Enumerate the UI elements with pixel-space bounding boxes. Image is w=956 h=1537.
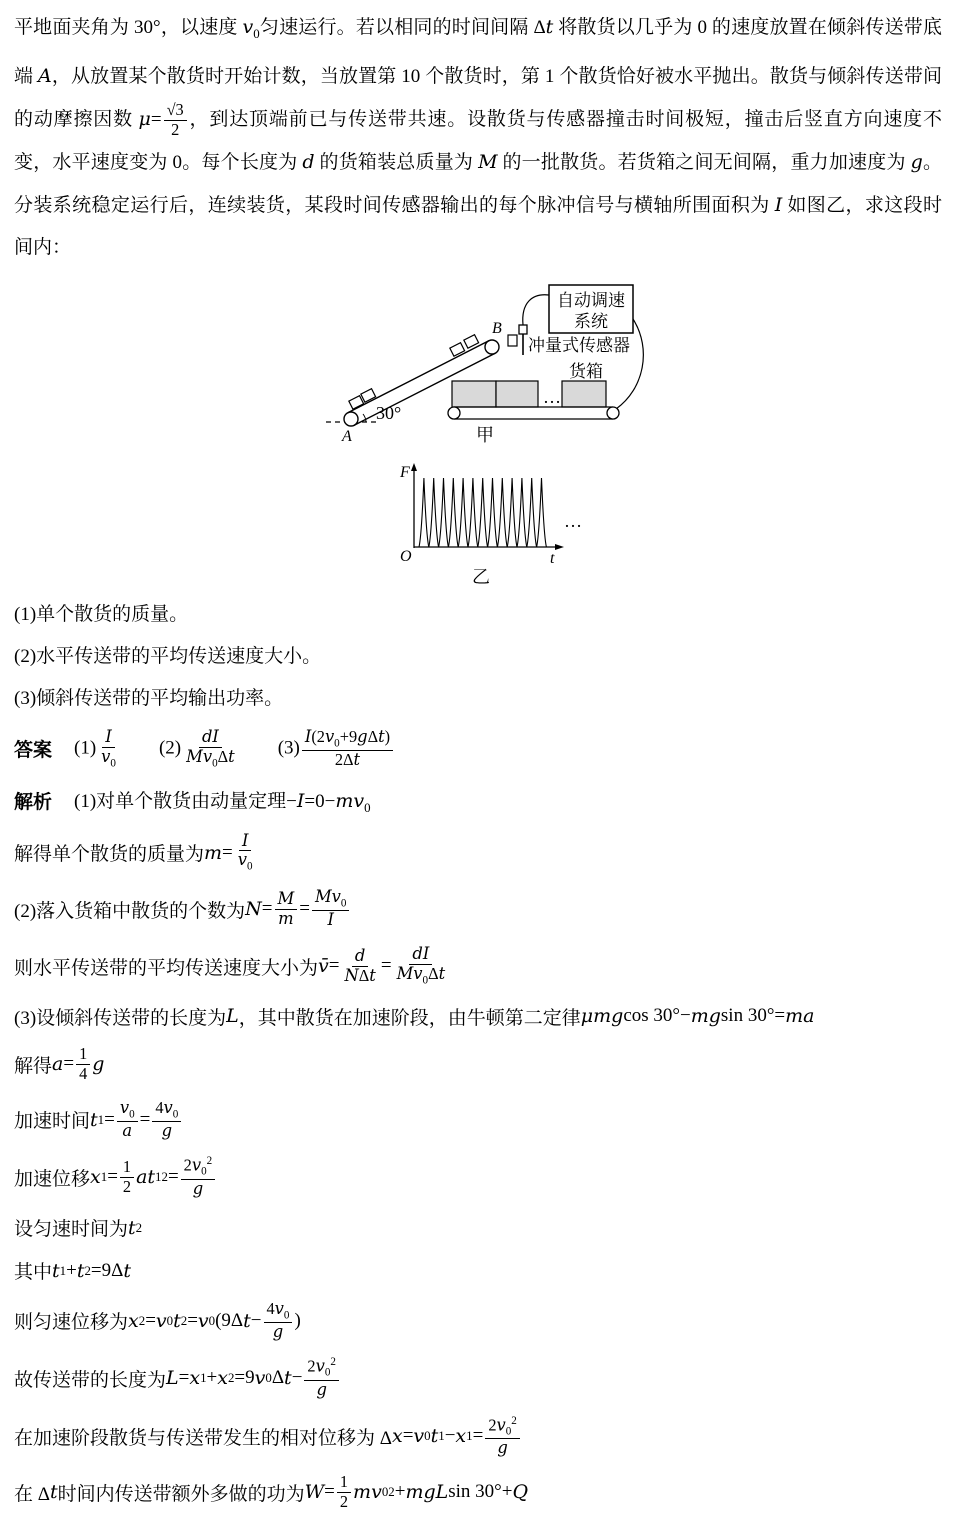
pulse-spike — [478, 478, 488, 547]
analysis-line: 则匀速位移为 x 2 = v 0 t 2 = v 0 (9Δ t − $\frac{4v_0}{g}$ ) — [14, 1298, 301, 1341]
figure-jia-diagram — [314, 279, 674, 451]
analysis-line: 解得单个散货的质量为 m = $\frac{I}{v_0}$ — [14, 830, 253, 873]
analysis-first-row — [14, 786, 942, 816]
point-b-label: B — [492, 319, 502, 337]
cargo-dots: … — [543, 386, 561, 407]
cargo-box-label: 货箱 — [569, 361, 603, 381]
graph-dots: … — [564, 510, 582, 531]
horizontal-pulley-left — [448, 407, 460, 419]
cargo-box-2 — [496, 381, 538, 407]
figure-yi-graph — [392, 461, 592, 586]
question-1: (1)单个散货的质量。 — [14, 603, 189, 625]
pulse-spike — [488, 478, 498, 547]
analysis-line: (3)设倾斜传送带的长度为 L ，其中散货在加速阶段，由牛顿第二定律 μmg cos 30°− mg sin 30°= ma — [14, 1005, 815, 1029]
y-axis-label: F — [400, 463, 410, 481]
angle-label: 30° — [376, 402, 402, 423]
analysis-line: 在加速阶段散货与传送带发生的相对位移为 Δ x = v 0 t 1 − x 1 = $\frac{2v_0^2}{g}$ — [14, 1415, 942, 1458]
cargo-box-1 — [452, 381, 496, 407]
figure-jia-caption: 甲 — [476, 424, 494, 445]
pulse-spike — [458, 478, 468, 547]
analysis-line: (2)落入货箱中散货的个数为 N = $\frac{M}{m}$ = $\frac{Mv_0}{I}$ — [14, 888, 942, 930]
sensor-label: 冲量式传感器 — [528, 335, 630, 355]
x-axis-label: t — [550, 549, 555, 567]
speed-control-label-line1: 自动调速 — [557, 290, 625, 310]
x-axis-arrow — [555, 544, 564, 550]
package-1 — [349, 396, 364, 409]
answer-label: 答案 — [14, 740, 53, 762]
falling-parcel — [508, 335, 517, 346]
pulse-spike — [507, 478, 517, 547]
intro-paragraph: 平地面夹角为 30°，以速度 $v_0$匀速运行。若以相同的时间间隔 Δt 将散货以几乎为 0 的速度放置在倾斜传送带底端 A，从放置某个散货时开始计数，当放置第 10 个散货时，第 1 个散货恰好被水平抛出。散货与倾斜传送带间的动摩擦因数 μ= $\frac{√3}{2}$ ，到达顶端前已与传送带共速。设散货与传感器撞击时间极短，撞击后竖直方向速度不变，水平速度变为 0。每个长度为 d 的货箱装总质量为 M 的一批散货。若货箱之间无间隔，重力加速度为 g。分装系统稳定运行后，连续装货，某段时间传感器输出的每个脉冲信号与横轴所围面积为 I 如图乙，求这段时间内： — [14, 16, 942, 258]
pulse-spike — [537, 478, 547, 547]
point-a-label: A — [342, 427, 352, 445]
analysis-first-line: (1)对单个散货由动量定理$-I=0-mv_0$ — [74, 789, 371, 815]
pulse-train — [419, 478, 546, 547]
figure-yi-caption: 乙 — [472, 566, 490, 586]
wire-sensor-to-box — [523, 295, 549, 325]
pulse-spike — [527, 478, 537, 547]
answer-row — [14, 728, 942, 770]
pulse-spike — [448, 478, 458, 547]
answer-content: (1) $\frac{I}{v_0}$ (2) $\frac{dI}{Mv_0\Delta t}$ (3) $\frac{I(2v_0+9g\Delta t)}{2\Delta t}$ — [74, 728, 395, 770]
analysis-label: 解析 — [14, 792, 53, 814]
analysis-line: 加速位移 x 1 = $\frac{1}{2}$ at 1 2 = $\frac{2v_0^2}{g}$ — [14, 1155, 942, 1198]
package-4 — [464, 335, 479, 348]
analysis-line: 在 Δ t 时间内传送带额外多做的功为 W = $\frac{1}{2}$ mv 0 2 + mgL sin 30°+ Q — [14, 1471, 529, 1511]
analysis-line: 其中 t 1 + t 2 =9Δ t — [14, 1259, 131, 1284]
y-axis-arrow — [411, 463, 417, 471]
analysis-line: 故传送带的长度为 L = x 1 + x 2 =9 v 0 Δ t − $\frac{2v_0^2}{g}$ — [14, 1356, 942, 1399]
pulse-spike — [468, 478, 478, 547]
pulse-spike — [517, 478, 527, 547]
question-2: (2)水平传送带的平均传送速度大小。 — [14, 645, 322, 667]
origin-label: O — [400, 547, 412, 565]
analysis-line: 加速时间 t 1 = $\frac{v_0}{a}$ = $\frac{4v_0}{g}$ — [14, 1099, 942, 1141]
pulse-spike — [439, 478, 449, 547]
speed-control-label-line2: 系统 — [574, 311, 608, 331]
pulse-spike — [429, 478, 439, 547]
analysis-line: 解得 a = $\frac{1}{4}$ g — [14, 1044, 105, 1083]
question-3: (3)倾斜传送带的平均输出功率。 — [14, 687, 284, 709]
analysis-line: 则水平传送带的平均传送速度大小为 v̄ = $\frac{d}{\text{NΔt}}$ = $\frac{dI}{Mv_0\Delta t}$ — [14, 944, 446, 987]
pulse-spike — [497, 478, 507, 547]
analysis-line: 设匀速时间为 t 2 — [14, 1216, 143, 1241]
cargo-box-3 — [562, 381, 606, 407]
horizontal-pulley-right — [607, 407, 619, 419]
pulse-spike — [419, 478, 429, 547]
sensor-head-icon — [519, 325, 527, 334]
